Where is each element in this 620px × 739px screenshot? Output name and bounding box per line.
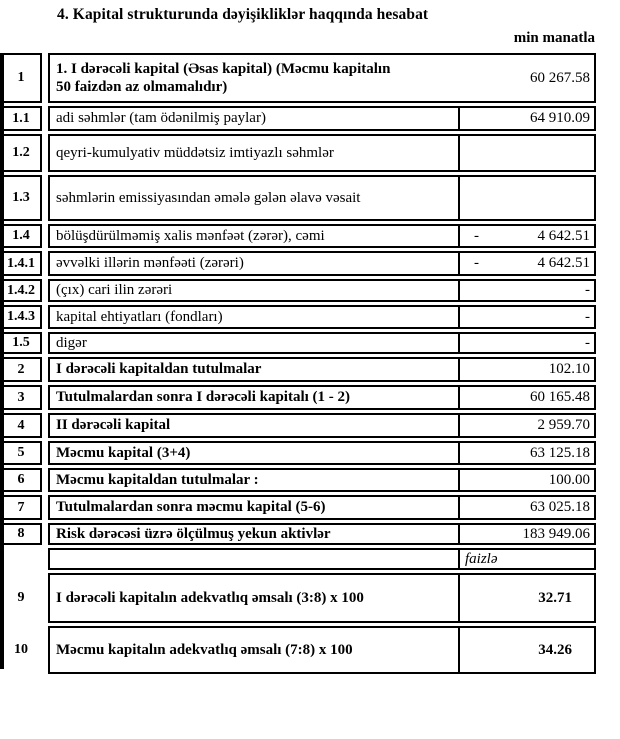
row-number: 1.4.3 xyxy=(0,305,42,329)
row-number: 9 xyxy=(17,590,25,605)
row-description-text: Tutulmalardan sonra məcmu kapital (5-6) xyxy=(56,499,326,516)
table-row xyxy=(0,468,596,492)
table-row xyxy=(0,548,596,570)
row-number: 4 xyxy=(0,413,42,438)
table-row xyxy=(0,626,596,674)
row-body xyxy=(48,175,596,221)
row-value xyxy=(458,307,594,327)
row-description xyxy=(50,415,458,436)
row-number: 10 xyxy=(14,642,28,657)
row-description-text: kapital ehtiyatları (fondları) xyxy=(56,308,223,325)
table-row xyxy=(0,175,596,221)
row-number: 6 xyxy=(0,468,42,492)
row-body xyxy=(48,106,596,131)
row-amount: 4 642.51 xyxy=(537,255,590,271)
row-number: 1.4.2 xyxy=(0,279,42,302)
row-description xyxy=(50,525,458,543)
row-description xyxy=(50,108,458,129)
row-body xyxy=(48,134,596,172)
row-value xyxy=(458,136,594,170)
row-amount: 4 642.51 xyxy=(537,227,590,244)
row-body xyxy=(48,413,596,438)
row-value xyxy=(458,177,594,219)
row-amount: 60 165.48 xyxy=(530,389,590,405)
row-description xyxy=(50,628,458,672)
row-description xyxy=(50,226,458,246)
row-value xyxy=(458,415,594,436)
unit-note: min manatla xyxy=(513,30,595,46)
row-body xyxy=(48,573,596,623)
row-description-text: əvvəlki illərin mənfəəti (zərəri) xyxy=(56,255,244,272)
row-description-text: I dərəcəli kapitaldan tutulmalar xyxy=(56,361,262,378)
row-description-text: (çıx) cari ilin zərəri xyxy=(56,282,173,299)
negative-dash: - xyxy=(474,227,479,244)
row-number xyxy=(0,548,42,570)
row-description xyxy=(50,550,458,568)
row-body xyxy=(48,332,596,354)
row-amount: 63 125.18 xyxy=(530,444,590,461)
row-body xyxy=(48,523,596,545)
row-description-text: Məcmu kapitaldan tutulmalar : xyxy=(56,471,259,488)
row-amount: - xyxy=(585,334,590,351)
table-row xyxy=(0,53,596,103)
row-description-text: qeyri-kumulyativ müddətsiz imtiyazlı səhmlər xyxy=(56,144,334,161)
table-row xyxy=(0,305,596,329)
table-row xyxy=(0,332,596,354)
row-number: 2 xyxy=(0,357,42,382)
row-number: 8 xyxy=(0,523,42,545)
row-description xyxy=(50,307,458,327)
row-number: 7 xyxy=(0,495,42,520)
row-amount: faizlə xyxy=(465,550,498,567)
table-row xyxy=(0,573,596,623)
row-amount: 183 949.06 xyxy=(522,525,590,542)
table-row xyxy=(0,279,596,302)
row-body xyxy=(48,53,596,103)
table-row xyxy=(0,413,596,438)
row-number: 1.2 xyxy=(0,134,42,172)
row-amount: 32.71 xyxy=(538,589,572,606)
row-value xyxy=(458,253,594,274)
row-description-text: I dərəcəli kapitalın adekvatlıq əmsalı (3:8) x 100 xyxy=(56,589,364,606)
row-description xyxy=(50,136,458,170)
row-number: 1.3 xyxy=(0,175,42,221)
row-number: 3 xyxy=(0,385,42,410)
row-amount: 60 267.58 xyxy=(530,69,590,86)
table-row xyxy=(0,523,596,545)
row-body xyxy=(48,468,596,492)
row-number: 1 xyxy=(0,53,42,103)
row-description xyxy=(50,55,402,101)
row-description-text: adi səhmlər (tam ödənilmiş paylar) xyxy=(56,110,266,127)
row-value xyxy=(458,226,594,246)
table-row xyxy=(0,251,596,276)
row-description-text: Məcmu kapitalın adekvatlıq əmsalı (7:8) x 100 xyxy=(56,641,353,658)
table-row xyxy=(0,495,596,520)
row-description-text: 1. I dərəcəli kapital (Əsas kapital) (Məcmu kapitalın 50 faizdən az olmamalıdır) xyxy=(56,60,391,95)
row-value xyxy=(458,575,594,621)
row-value xyxy=(458,334,594,352)
row-description-text: Tutulmalardan sonra I dərəcəli kapitalı (1 - 2) xyxy=(56,389,351,406)
row-number: 5 xyxy=(0,441,42,465)
row-description-text: səhmlərin emissiyasından əmələ gələn əlavə vəsait xyxy=(56,189,361,206)
row-body xyxy=(48,305,596,329)
row-amount: 34.26 xyxy=(538,641,572,658)
row-description xyxy=(50,470,458,490)
row-amount: 102.10 xyxy=(548,361,590,377)
row-value xyxy=(458,525,594,543)
row-amount: 2 959.70 xyxy=(537,417,590,433)
table-row xyxy=(0,441,596,465)
row-description-text: bölüşdürülməmiş xalis mənfəət (zərər), cəmi xyxy=(56,227,325,244)
row-description-text: II dərəcəli kapital xyxy=(56,417,171,434)
row-amount: - xyxy=(585,282,590,298)
row-amount: 64 910.09 xyxy=(530,110,590,126)
row-value xyxy=(458,387,594,408)
row-body xyxy=(48,385,596,410)
row-body xyxy=(48,495,596,520)
table-row xyxy=(0,224,596,248)
table-row xyxy=(0,385,596,410)
row-value xyxy=(458,281,594,300)
row-body xyxy=(48,441,596,465)
row-value xyxy=(458,108,594,129)
row-value xyxy=(458,359,594,380)
row-value xyxy=(458,443,594,463)
row-number: 1.4.1 xyxy=(0,251,42,276)
row-body xyxy=(48,251,596,276)
row-description-text: digər xyxy=(56,334,87,351)
row-description xyxy=(50,387,458,408)
row-amount: - xyxy=(585,308,590,325)
row-body xyxy=(48,626,596,674)
row-amount: 63 025.18 xyxy=(530,499,590,515)
row-description xyxy=(50,177,458,219)
row-body xyxy=(48,548,596,570)
row-number: 1.1 xyxy=(0,106,42,131)
row-number: 1.5 xyxy=(0,332,42,354)
row-description-text: Məcmu kapital (3+4) xyxy=(56,444,191,461)
row-value xyxy=(402,55,594,101)
row-description xyxy=(50,281,458,300)
row-body xyxy=(48,224,596,248)
row-description xyxy=(50,497,458,518)
row-description xyxy=(50,253,458,274)
row-value xyxy=(458,470,594,490)
table-row xyxy=(0,357,596,382)
table-row xyxy=(0,106,596,131)
row-value xyxy=(458,550,594,568)
capital-table xyxy=(0,53,596,677)
row-number: 1.4 xyxy=(0,224,42,248)
row-value xyxy=(458,628,594,672)
row-body xyxy=(48,357,596,382)
row-body xyxy=(48,279,596,302)
row-value xyxy=(458,497,594,518)
page-title: 4. Kapital strukturunda dəyişikliklər haqqında hesabat xyxy=(57,6,429,23)
row-description xyxy=(50,443,458,463)
row-description xyxy=(50,359,458,380)
table-row xyxy=(0,134,596,172)
negative-dash: - xyxy=(474,255,479,271)
row-description xyxy=(50,575,458,621)
row-description-text: Risk dərəcəsi üzrə ölçülmuş yekun aktivlər xyxy=(56,525,331,542)
row-amount: 100.00 xyxy=(548,471,590,488)
row-description xyxy=(50,334,458,352)
